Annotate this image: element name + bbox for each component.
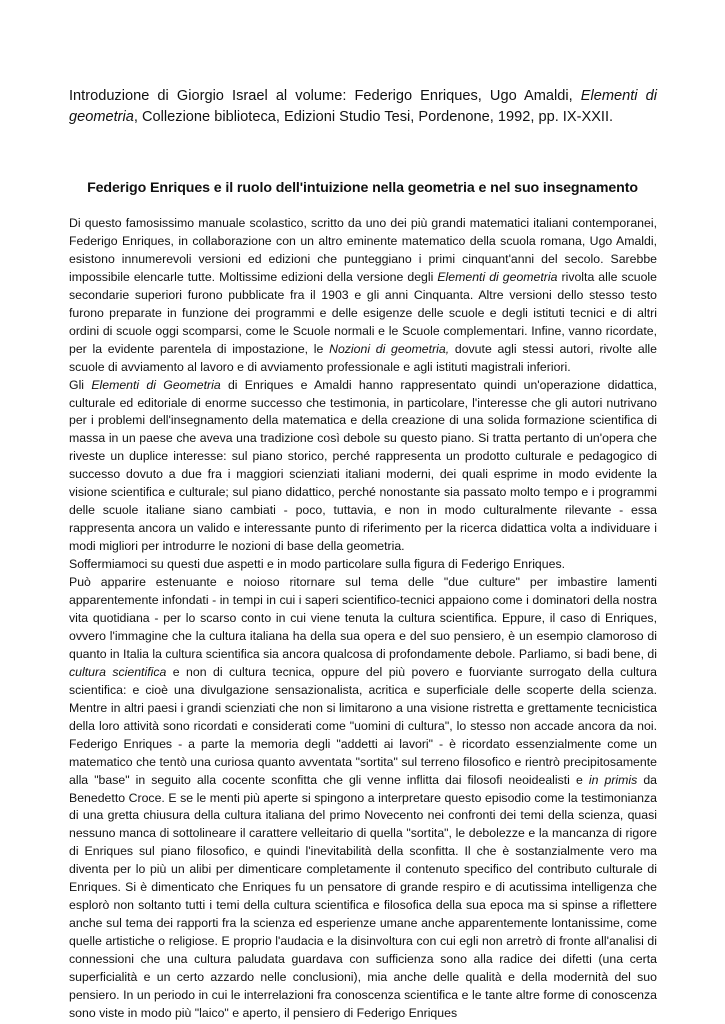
citation-header: [69, 86, 657, 128]
paragraph-4-italic-2: in primis: [588, 772, 638, 787]
paragraph-4-text-3: da Benedetto Croce. E se le menti più aperte si spingono a interpretare questo episodio come la testimonianza di una gretta chiusura della cultura italiana del primo Novecento nei confronti dei temi della scienza, quasi nessuno manca di sottolineare il carattere velleitario di quella "sortita", le debolezze e la mancanza di rigore di Enriques sul piano filosofico, e quindi l'inevitabilità della sconfitta. Il che è sostanzialmente vero ma diventa per lo più un alibi per dimenticare completamente il contenuto specifico del contributo culturale di Enriques. Si è dimenticato che Enriques fu un pensatore di grande respiro e di acutissima intelligenza che esplorò non soltanto tutti i temi della cultura scientifica e filosofica della sua epoca ma si spinse a riflettere anche sul tema dei rapporti fra la scienza ed esperienze umane anche apparentemente lontanissime, come quelle artistiche o religiose. E proprio l'audacia e la disinvoltura con cui egli non arretrò di fronte all'analisi di connessioni che una cultura paludata guardava con sufficienza sono alla radice dei difetti (una certa superficialità e un certo azzardo nelle conclusioni), mia anche delle qualità e della modernità del suo pensiero. In un periodo in cui le interrelazioni fra conoscenza scientifica e le tante altre forme di conoscenza sono viste in modo più "laico" e aperto, il pensiero di Federigo Enriques: [69, 772, 658, 1020]
citation-book-title: Elementi di geometria: [69, 88, 658, 125]
paragraph-1: [69, 215, 657, 377]
paragraph-2-italic-1: Elementi di Geometria: [91, 377, 221, 392]
citation-text-2: , Collezione biblioteca, Edizioni Studio Tesi, Pordenone, 1992, pp. IX-XXII.: [133, 109, 614, 125]
paragraph-3: Soffermiamoci su questi due aspetti e in modo particolare sulla figura di Federigo Enriques.: [69, 557, 566, 572]
paragraph-4-text-2: e non di cultura tecnica, oppure del più povero e fuorviante surrogato della cultura scientifica: e cioè una divulgazione sensazionalista, acritica e superficiale delle scoperte della scienza. Mentre in altri paesi i grandi scienziati che non si limitarono a una visione ristretta e grettamente tecnicistica della loro attività sono ricordati e considerati come "uomini di cultura", lo stesso non accade ancora da noi. Federigo Enriques - a parte la memoria degli "addetti ai lavori" - è ricordato essenzialmente come un matematico che tentò una curiosa quanto avventata "sortita" sul terreno filosofico e rientrò precipitosamente alla "base" in seguito alla cocente sconfitta che gli venne inflitta dai filosofi neoidealisti e: [69, 664, 657, 787]
paragraph-1-text-2: rivolta alle scuole secondarie superiori furono pubblicate fra il 1903 e gli anni Cinquanta. Altre versioni dello stesso testo furono preparate in funzione dei programmi e delle esigenze delle scuole e degli istituti tecnici e di altri ordini di scuole oggi scomparsi, come le Scuole normali e le Scuole complementari. Infine, vanno ricordate, per la evidente parentela di impostazione, le: [69, 269, 657, 356]
paragraph-4-text-1: Può apparire estenuante e noioso ritornare sul tema delle "due culture" per imbastire lamenti apparentemente infondati - in tempi in cui i saperi scientifico-tecnici appaiono come i dominatori della nostra vita quotidiana - per lo scarso conto in cui viene tenuta la cultura scientifica. Eppure, il caso di Enriques, ovvero l'immagine che la cultura italiana ha della sua opera e del suo pensiero, è un esempio clamoroso di quanto in Italia la cultura scientifica sia ancora qualcosa di profondamente debole. Parliamo, si badi bene, di: [69, 575, 657, 661]
article-body: [69, 215, 657, 1023]
paragraph-1-text-3: dovute agli stessi autori, rivolte alle scuole di avviamento al lavoro e di avviamento professionale e agli istituti magistrali inferiori.: [69, 341, 657, 374]
paragraph-1-italic-1: Elementi di geometria: [437, 269, 558, 284]
paragraph-2: [69, 377, 657, 557]
citation-text-1: Introduzione di Giorgio Israel al volume: Federigo Enriques, Ugo Amaldi,: [69, 88, 581, 104]
article-title: Federigo Enriques e il ruolo dell'intuizione nella geometria e nel suo insegnamento: [87, 180, 638, 196]
paragraph-1-italic-2: Nozioni di geometria,: [329, 341, 450, 356]
paragraph-1-text-1: Di questo famosissimo manuale scolastico, scritto da uno dei più grandi matematici italiani contemporanei, Federigo Enriques, in collaborazione con un altro eminente matematico della scuola romana, Ugo Amaldi, esistono innumerevoli versioni ed edizioni che punteggiano i primi cinquant'anni del secolo. Sarebbe impossibile elencarle tutte. Moltissime edizioni della versione degli: [69, 216, 657, 284]
paragraph-4: [69, 574, 657, 1023]
paragraph-4-italic-1: cultura scientifica: [69, 664, 167, 679]
paragraph-2-text-2: di Enriques e Amaldi hanno rappresentato quindi un'operazione didattica, culturale ed editoriale di enorme successo che testimonia, in particolare, l'interesse che gli autori nutrivano per i problemi dell'insegnamento della matematica e della creazione di una solida formazione scientifica di massa in un paese che aveva una tradizione così debole su questo piano. Si tratta pertanto di un'opera che riveste un duplice interesse: sul piano storico, perché rappresenta un prodotto culturale e pedagogico di successo dovuto a due fra i maggiori scienziati italiani moderni, dei quali esprime in modo evidente la visione scientifica e culturale; sul piano didattico, perché nonostante sia passato molto tempo e i programmi delle scuole italiane siano cambiati - poco, tuttavia, e non in modo culturalmente rilevante - essa rappresenta ancora un valido e interessante punto di riferimento per la ricerca didattica volta a individuare i modi migliori per introdurre le nozioni di base della geometria.: [69, 377, 657, 554]
paragraph-2-text-1: Gli: [69, 377, 92, 392]
